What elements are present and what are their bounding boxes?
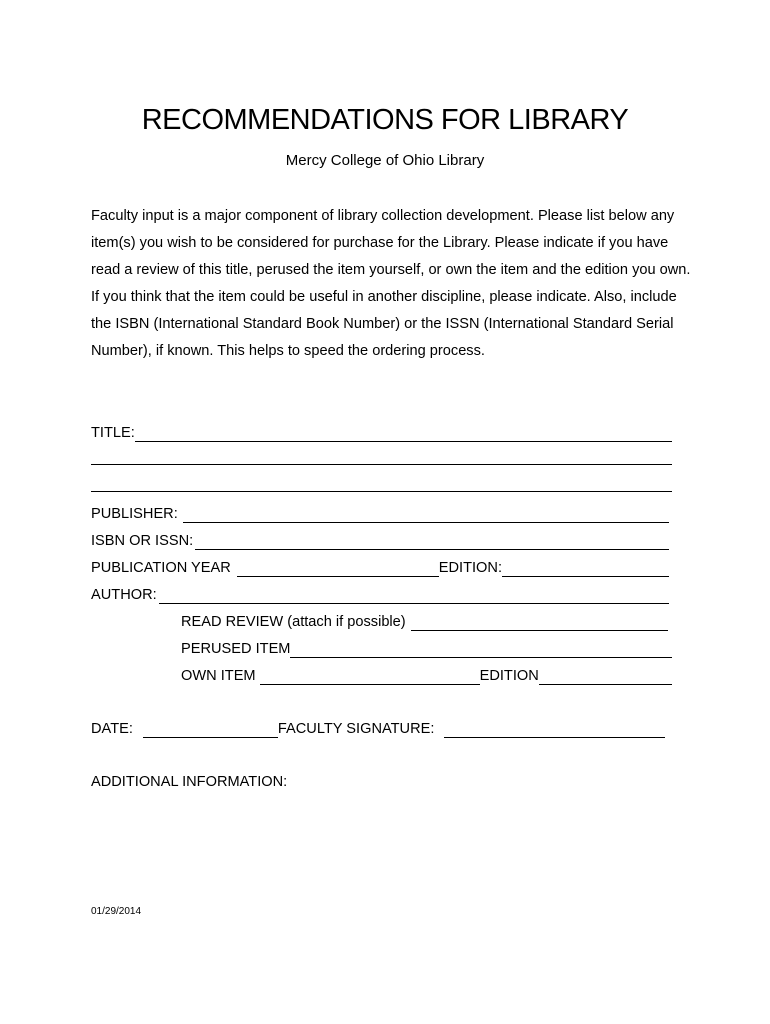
own-item-row bbox=[181, 665, 672, 685]
title-input-line-2[interactable] bbox=[91, 464, 672, 465]
isbn-issn-label: ISBN OR ISSN: bbox=[91, 533, 194, 549]
title-input-line[interactable] bbox=[135, 425, 672, 442]
own-item-edition-label: EDITION bbox=[479, 668, 539, 684]
own-item-label: OWN ITEM bbox=[181, 668, 256, 684]
author-field-row bbox=[91, 584, 669, 604]
title-input-line-3[interactable] bbox=[91, 491, 672, 492]
intro-paragraph: Faculty input is a major component of library collection development. Please list below any item(s) you wish to be considered for purchase for the Library. Please indicate if you have read a review of this title, perused the item yourself, or own the item and the edition you own. If you think that the item could be useful in another discipline, please indicate. Also, include the ISBN (International Standard Book Number) or the ISSN (International Standard Serial Number), if known. This helps to speed the ordering process. bbox=[91, 208, 691, 359]
form-revision-date: 01/29/2014 bbox=[91, 906, 142, 917]
form-title: RECOMMENDATIONS FOR LIBRARY bbox=[141, 104, 629, 136]
publication-year-label: PUBLICATION YEAR bbox=[91, 560, 231, 576]
publication-year-input-line[interactable] bbox=[237, 560, 439, 577]
additional-information-label: ADDITIONAL INFORMATION: bbox=[91, 774, 288, 790]
perused-item-label: PERUSED ITEM bbox=[181, 641, 291, 657]
publication-year-row bbox=[91, 557, 669, 577]
faculty-signature-input-line[interactable] bbox=[444, 721, 665, 738]
faculty-signature-label: FACULTY SIGNATURE: bbox=[277, 721, 435, 737]
date-input-line[interactable] bbox=[143, 721, 278, 738]
read-review-input-line[interactable] bbox=[411, 614, 668, 631]
own-item-edition-input-line[interactable] bbox=[539, 668, 672, 685]
date-label: DATE: bbox=[91, 721, 133, 737]
perused-item-input-line[interactable] bbox=[290, 641, 672, 658]
read-review-row bbox=[181, 611, 668, 631]
publisher-label: PUBLISHER: bbox=[91, 506, 178, 522]
author-input-line[interactable] bbox=[159, 587, 669, 604]
read-review-label: READ REVIEW (attach if possible) bbox=[181, 614, 406, 630]
author-label: AUTHOR: bbox=[91, 587, 157, 603]
edition-label: EDITION: bbox=[438, 560, 503, 576]
title-label: TITLE: bbox=[91, 425, 135, 441]
publisher-input-line[interactable] bbox=[183, 506, 669, 523]
edition-input-line[interactable] bbox=[502, 560, 669, 577]
form-subtitle: Mercy College of Ohio Library bbox=[285, 152, 485, 169]
isbn-issn-input-line[interactable] bbox=[195, 533, 669, 550]
own-item-input-line[interactable] bbox=[260, 668, 480, 685]
isbn-field-row bbox=[91, 530, 669, 550]
perused-item-row bbox=[181, 638, 672, 658]
title-field-row bbox=[91, 422, 672, 442]
date-signature-row bbox=[91, 718, 665, 738]
publisher-field-row bbox=[91, 503, 669, 523]
